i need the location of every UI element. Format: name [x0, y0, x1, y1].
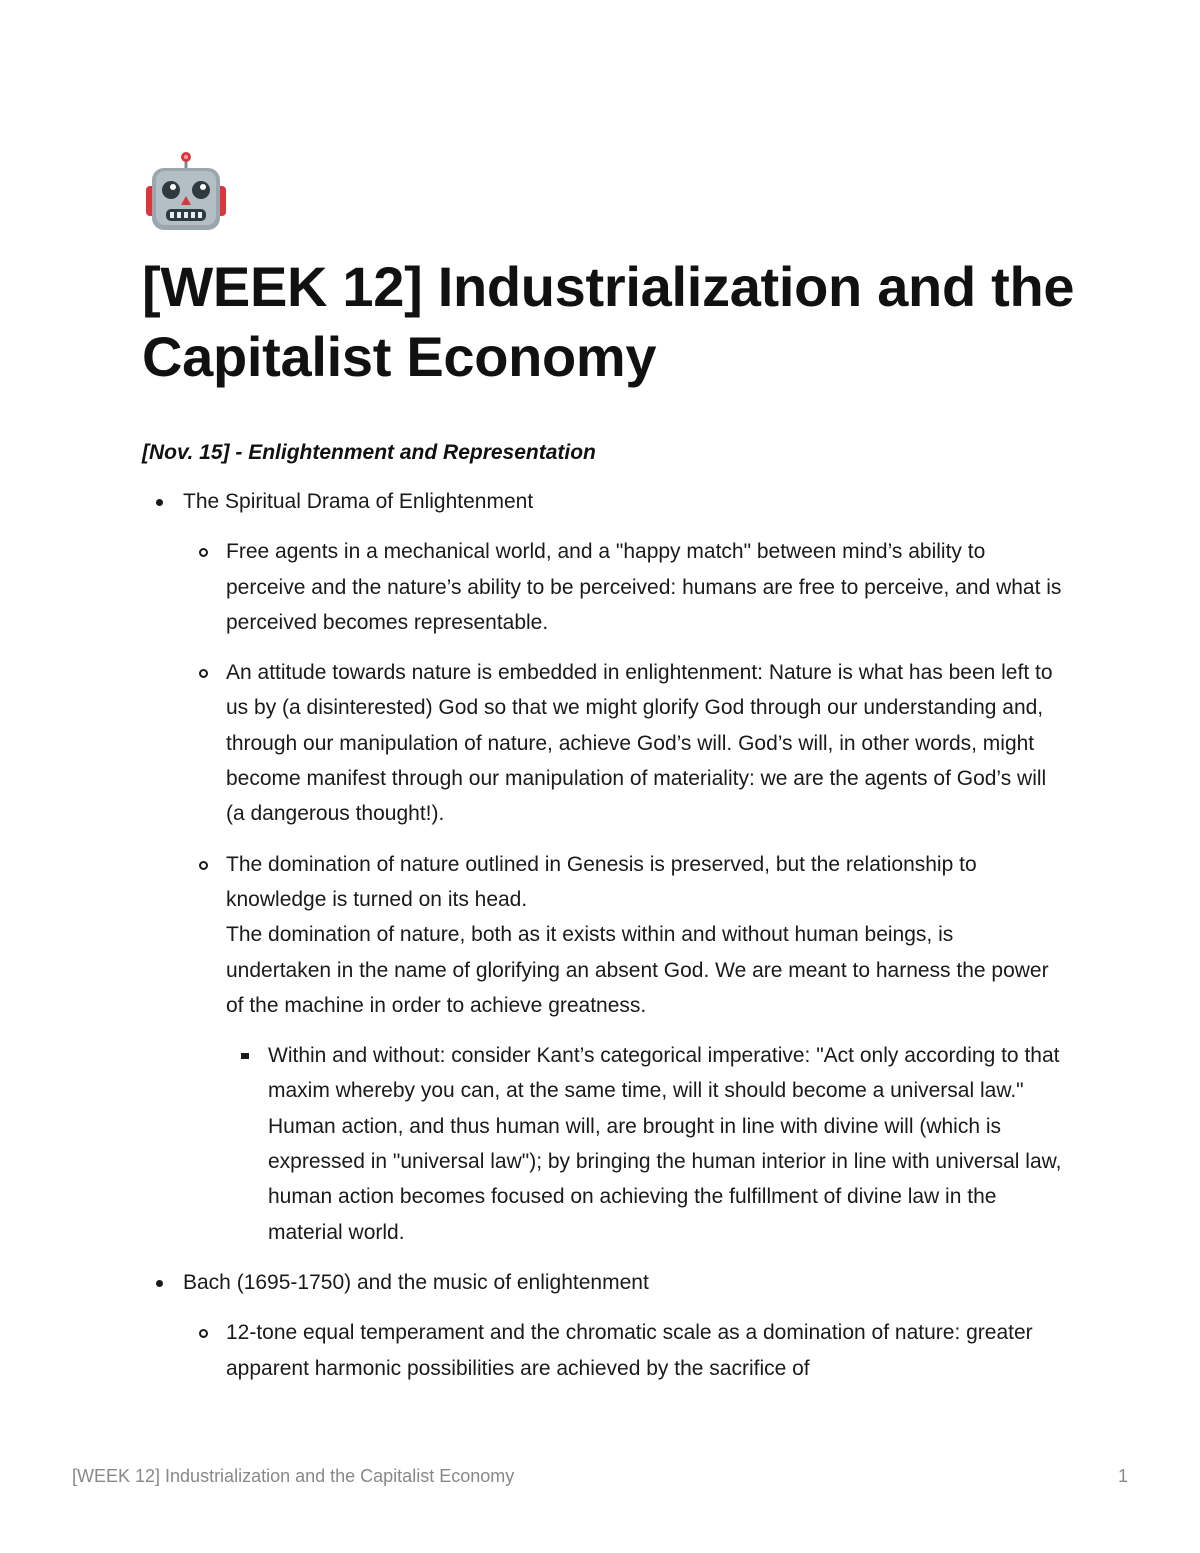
bullet-disc-icon [156, 499, 163, 506]
page-title: [WEEK 12] Industrialization and the Capitalist Economy [142, 255, 1075, 388]
bullet-circle-icon [199, 669, 208, 678]
list-item [142, 655, 1062, 831]
bullet-list [142, 484, 1062, 1386]
section-heading: [Nov. 15] - Enlightenment and Representation [142, 441, 596, 464]
robot-icon [144, 152, 228, 236]
list-item [142, 484, 1062, 519]
list-item-text: Bach (1695-1750) and the music of enlightenment [183, 1270, 649, 1294]
list-item-text: Free agents in a mechanical world, and a "happy match" between mind’s ability to perceive and the nature’s ability to be perceived: humans are free to perceive, and what is perceived becomes representable. [226, 540, 1062, 634]
list-item [142, 534, 1062, 640]
footer-title: [WEEK 12] Industrialization and the Capitalist Economy [72, 1466, 515, 1486]
bullet-circle-icon [199, 1329, 208, 1338]
list-item [142, 1315, 1062, 1386]
list-item [142, 847, 1062, 1023]
list-item-text: The Spiritual Drama of Enlightenment [183, 490, 534, 513]
list-item-text: Within and without: consider Kant’s categorical imperative: "Act only according to that maxim whereby you can, at the same time, will it should become a universal law." Human action, and thus human will, are brought in line with divine will (which is expressed in "universal law"); by bringing the human interior in line with universal law, human action becomes focused on achieving the fulfillment of divine law in the material world. [268, 1044, 1062, 1244]
list-item-text: 12-tone equal temperament and the chromatic scale as a domination of nature: greater apparent harmonic possibilities are achieved by the sacrifice of [226, 1321, 1033, 1380]
bullet-square-icon [241, 1053, 249, 1059]
bullet-disc-icon [156, 1280, 163, 1287]
list-item-text: The domination of nature outlined in Genesis is preserved, but the relationship to knowledge is turned on its head. [226, 852, 977, 911]
footer-page-number: 1 [1117, 1466, 1128, 1486]
bullet-circle-icon [199, 861, 208, 870]
list-item [142, 1038, 1062, 1250]
bullet-circle-icon [199, 548, 208, 557]
list-item [142, 1265, 1062, 1300]
list-item-text: An attitude towards nature is embedded in enlightenment: Nature is what has been left to us by (a disinterested) God so that we might glorify God through our understanding and, through our manipulation of nature, achieve God’s will. God’s will, in other words, might become manifest through our manipulation of materiality: we are the agents of God’s will (a dangerous thought!). [226, 661, 1053, 826]
list-item-continuation: The domination of nature, both as it exists within and without human beings, is undertaken in the name of glorifying an absent God. We are meant to harness the power of the machine in order to achieve greatness. [226, 923, 1049, 1017]
